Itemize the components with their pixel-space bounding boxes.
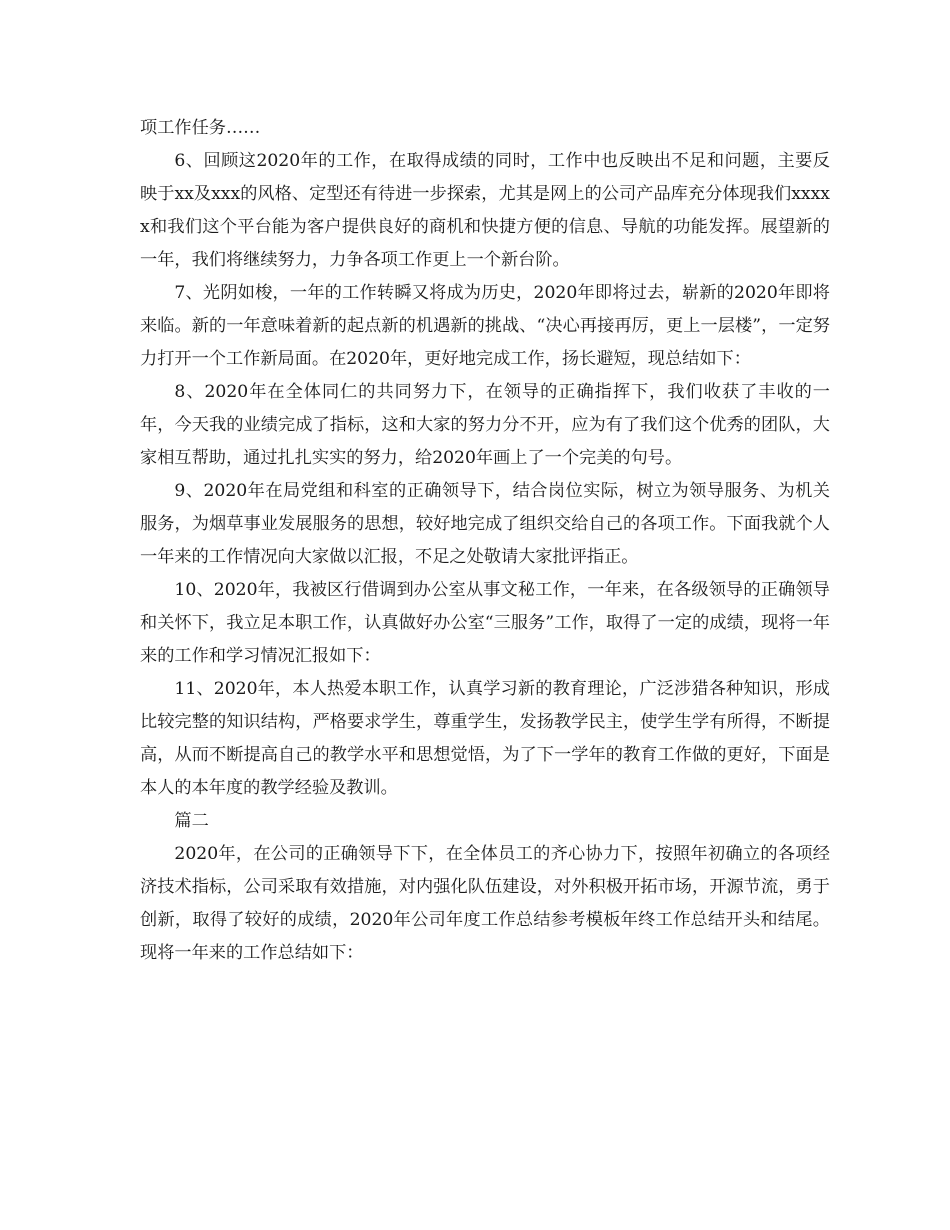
paragraph-continuation: 项工作任务…… [140, 118, 261, 138]
paragraph-8: 8、2020年在全体同仁的共同努力下，在领导的正确指挥下，我们收获了丰收的一年，今天我的业绩完成了指标，这和大家的努力分不开，应为有了我们这个优秀的团队，大家相互帮助，通过扎扎实实的努力，给2020年画上了一个完美的句号。 [140, 382, 830, 468]
section-paragraph-1: 2020年，在公司的正确领导下下，在全体员工的齐心协力下，按照年初确立的各项经济技术指标，公司采取有效措施，对内强化队伍建设，对外积极开拓市场，开源节流，勇于创新，取得了较好的成绩，2020年公司年度工作总结参考模板年终工作总结开头和结尾。现将一年来的工作总结如下： [140, 844, 830, 963]
paragraph-11: 11、2020年，本人热爱本职工作，认真学习新的教育理论，广泛涉猎各种知识，形成比较完整的知识结构，严格要求学生，尊重学生，发扬教学民主，使学生学有所得，不断提高，从而不断提高自己的教学水平和思想觉悟，为了下一学年的教育工作做的更好，下面是本人的本年度的教学经验及教训。 [140, 679, 830, 798]
paragraph-9: 9、2020年在局党组和科室的正确领导下，结合岗位实际，树立为领导服务、为机关服务，为烟草事业发展服务的思想，较好地完成了组织交给自己的各项工作。下面我就个人一年来的工作情况向大家做以汇报，不足之处敬请大家批评指正。 [140, 481, 830, 567]
document-page [140, 112, 830, 970]
section-heading: 篇二 [174, 811, 209, 831]
paragraph-6: 6、回顾这2020年的工作，在取得成绩的同时，工作中也反映出不足和问题，主要反映于xx及xxx的风格、定型还有待进一步探索，尤其是网上的公司产品库充分体现我们xxxxx和我们这个平台能为客户提供良好的商机和快捷方便的信息、导航的功能发挥。展望新的一年，我们将继续努力，力争各项工作更上一个新台阶。 [140, 151, 830, 270]
paragraph-10: 10、2020年，我被区行借调到办公室从事文秘工作，一年来，在各级领导的正确领导和关怀下，我立足本职工作，认真做好办公室“三服务”工作，取得了一定的成绩，现将一年来的工作和学习情况汇报如下： [140, 580, 830, 666]
paragraph-7: 7、光阴如梭，一年的工作转瞬又将成为历史，2020年即将过去，崭新的2020年即将来临。新的一年意味着新的起点新的机遇新的挑战、“决心再接再厉，更上一层楼”，一定努力打开一个工作新局面。在2020年，更好地完成工作，扬长避短，现总结如下： [140, 283, 830, 369]
